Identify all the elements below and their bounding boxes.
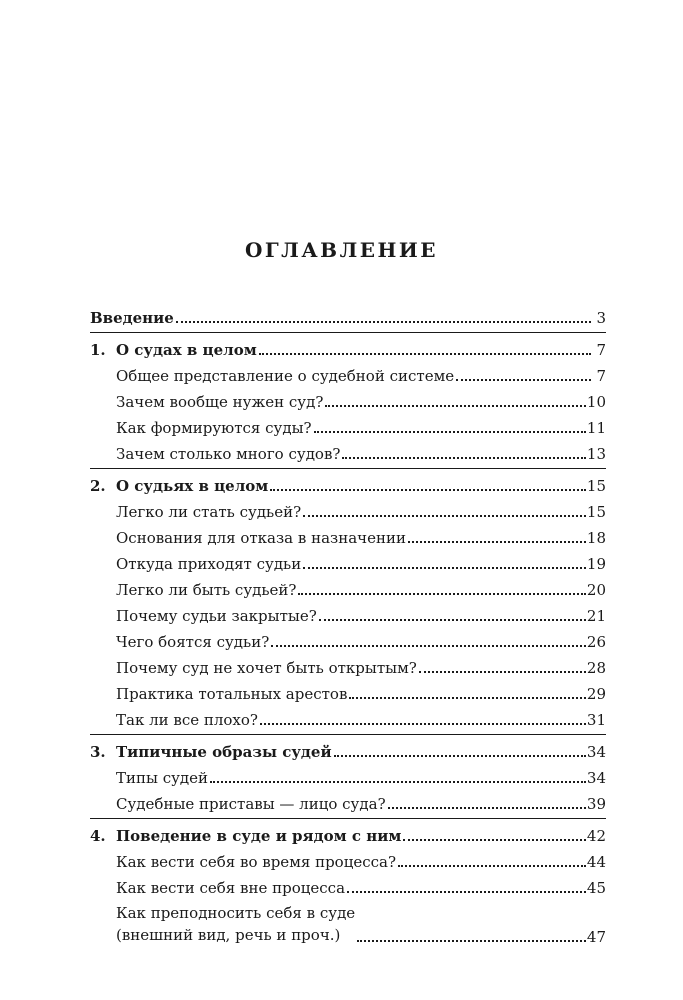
page-title: ОГЛАВЛЕНИЕ	[244, 238, 439, 262]
divider	[90, 818, 606, 819]
toc-entry-label: Как вести себя вне процесса	[116, 879, 346, 897]
toc-entry-label: Зачем столько много судов?	[116, 445, 341, 463]
dot-leader	[349, 695, 585, 699]
toc-entry[interactable]	[90, 362, 606, 388]
toc-page-number: 15	[586, 477, 606, 495]
toc-chapter-2[interactable]	[90, 472, 606, 498]
toc-page-number: 42	[586, 827, 606, 845]
toc-entry[interactable]	[90, 388, 606, 414]
toc-entry[interactable]	[90, 706, 606, 732]
dot-leader	[388, 805, 586, 809]
toc-entry-label: Введение	[90, 309, 174, 327]
chapter-number: 4.	[90, 827, 106, 845]
toc-page-number: 15	[586, 503, 606, 521]
dot-leader	[314, 429, 586, 433]
dot-leader	[260, 721, 586, 725]
toc-entry[interactable]	[90, 654, 606, 680]
toc-page-number: 34	[586, 743, 606, 761]
dot-leader	[408, 539, 586, 543]
dot-leader	[303, 513, 586, 517]
table-of-contents	[90, 301, 606, 949]
toc-page-number: 10	[586, 393, 606, 411]
dot-leader	[176, 319, 591, 323]
toc-entry[interactable]	[90, 680, 606, 706]
toc-page-number: 18	[586, 529, 606, 547]
dot-leader	[419, 669, 586, 673]
dot-leader	[342, 455, 585, 459]
divider	[90, 332, 606, 333]
toc-page-number: 45	[586, 879, 606, 897]
toc-entry-label: Судебные приставы — лицо суда?	[116, 795, 386, 813]
toc-page-number: 28	[586, 659, 606, 677]
toc-entry[interactable]	[90, 576, 606, 602]
toc-page-number: 13	[586, 445, 606, 463]
toc-entry[interactable]	[90, 498, 606, 524]
toc-page-number: 29	[586, 685, 606, 703]
toc-page-number: 20	[586, 581, 606, 599]
toc-page-number: 3	[596, 309, 606, 327]
dot-leader	[325, 403, 585, 407]
toc-page-number: 19	[586, 555, 606, 573]
toc-page-number: 39	[586, 795, 606, 813]
toc-entry-label: Откуда приходят судьи	[116, 555, 302, 573]
chapter-title: Поведение в суде и рядом с ним	[116, 827, 402, 845]
toc-entry-label: Легко ли стать судьей?	[116, 503, 302, 521]
dot-leader	[403, 837, 586, 841]
toc-entry-label: Почему суд не хочет быть открытым?	[116, 659, 417, 677]
chapter-number: 1.	[90, 341, 106, 359]
toc-entry[interactable]	[90, 764, 606, 790]
dot-leader	[210, 779, 586, 783]
toc-entry[interactable]	[90, 790, 606, 816]
toc-entry-label	[116, 902, 355, 946]
dot-leader	[271, 643, 586, 647]
toc-entry-label: Практика тотальных арестов	[116, 685, 348, 703]
divider	[90, 734, 606, 735]
toc-entry-label-line: (внешний вид, речь и проч.)	[116, 926, 341, 944]
toc-entry[interactable]	[90, 848, 606, 874]
dot-leader	[319, 617, 586, 621]
toc-entry-label-line: Как преподносить себя в суде	[116, 904, 356, 922]
toc-page-number: 34	[586, 769, 606, 787]
dot-leader	[357, 938, 586, 942]
toc-entry-label: Типы судей	[116, 769, 209, 787]
toc-entry-label: Чего боятся судьи?	[116, 633, 270, 651]
toc-entry-intro[interactable]	[90, 301, 606, 330]
dot-leader	[456, 377, 591, 381]
toc-page-number: 11	[586, 419, 606, 437]
toc-page-number: 31	[586, 711, 606, 729]
toc-entry[interactable]	[90, 440, 606, 466]
chapter-title: Типичные образы судей	[116, 743, 332, 761]
toc-entry[interactable]	[90, 550, 606, 576]
toc-page-number: 7	[596, 341, 606, 359]
toc-entry[interactable]	[90, 874, 606, 900]
toc-entry-label: Легко ли быть судьей?	[116, 581, 297, 599]
toc-entry-label: Основания для отказа в назначении	[116, 529, 406, 547]
chapter-title: О судах в целом	[116, 341, 257, 359]
dot-leader	[259, 351, 591, 355]
toc-entry-label: Как формируются суды?	[116, 419, 312, 437]
toc-page-number: 26	[586, 633, 606, 651]
toc-entry[interactable]	[90, 900, 606, 949]
toc-page-number: 7	[596, 367, 606, 385]
toc-chapter-3[interactable]	[90, 738, 606, 764]
toc-entry[interactable]	[90, 414, 606, 440]
toc-entry-label: Общее представление о судебной системе	[116, 367, 455, 385]
dot-leader	[303, 565, 586, 569]
chapter-number: 3.	[90, 743, 106, 761]
toc-page-number: 21	[586, 607, 606, 625]
toc-entry[interactable]	[90, 628, 606, 654]
toc-entry-label: Как вести себя во время процесса?	[116, 853, 397, 871]
toc-page-number: 44	[586, 853, 606, 871]
dot-leader	[270, 487, 586, 491]
dot-leader	[398, 863, 586, 867]
chapter-number: 2.	[90, 477, 106, 495]
toc-chapter-4[interactable]	[90, 822, 606, 848]
dot-leader	[347, 889, 586, 893]
toc-entry[interactable]	[90, 602, 606, 628]
dot-leader	[334, 753, 586, 757]
toc-page-number: 47	[586, 928, 606, 946]
chapter-title: О судьях в целом	[116, 477, 269, 495]
toc-entry[interactable]	[90, 524, 606, 550]
dot-leader	[298, 591, 585, 595]
divider	[90, 468, 606, 469]
toc-entry-label: Почему судьи закрытые?	[116, 607, 317, 625]
toc-entry-label: Зачем вообще нужен суд?	[116, 393, 324, 411]
toc-entry-label: Так ли все плохо?	[116, 711, 258, 729]
toc-chapter-1[interactable]	[90, 336, 606, 362]
